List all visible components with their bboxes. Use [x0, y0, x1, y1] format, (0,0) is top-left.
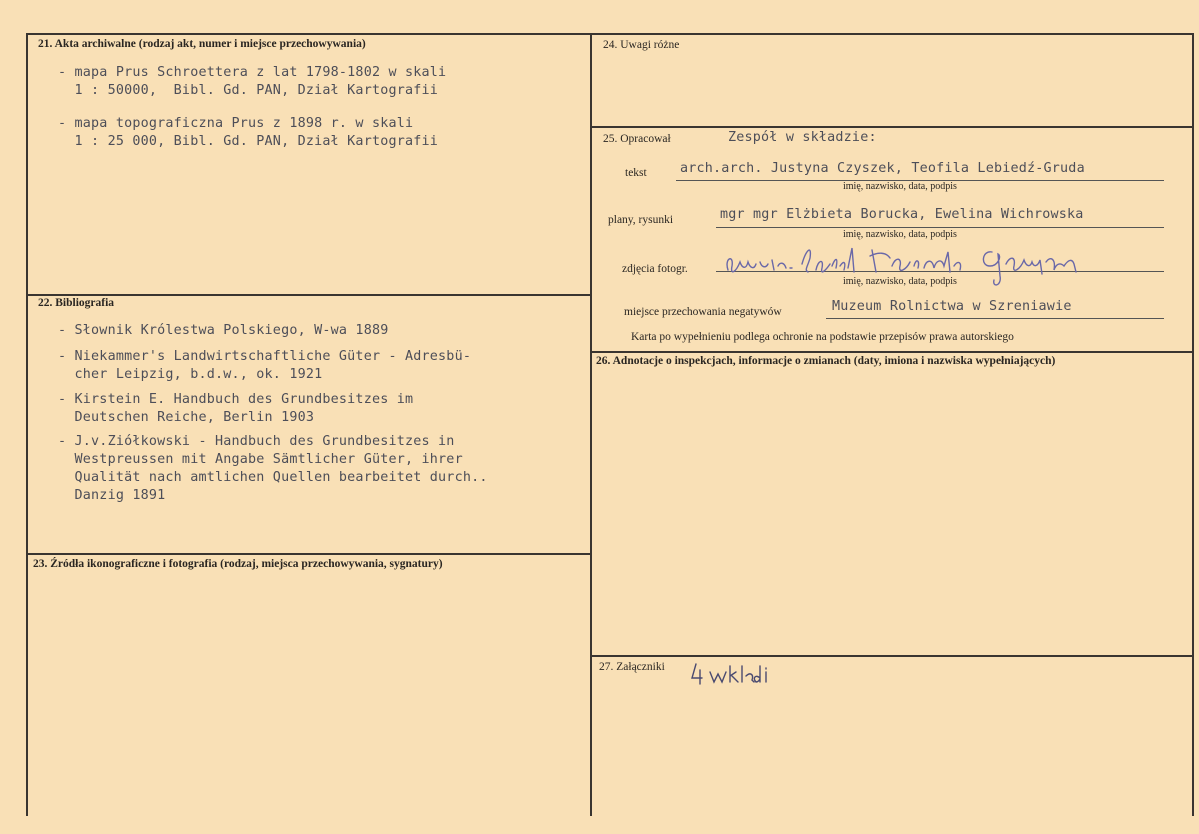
rule-after-25: [592, 351, 1192, 353]
section-23-label: 23. Źródła ikonograficzne i fotografia (rodzaj, miejsca przechowywania, sygnatury): [33, 558, 443, 570]
s25-team-value: Zespół w składzie:: [728, 130, 877, 145]
rule-after-26: [592, 655, 1192, 657]
s21-entry-2-line-2: 1 : 25 000, Bibl. Gd. PAN, Dział Kartografii: [58, 134, 439, 149]
section-21-label: 21. Akta archiwalne (rodzaj akt, numer i miejsce przechowywania): [38, 38, 366, 50]
s25-copyright-note: Karta po wypełnieniu podlega ochronie na podstawie przepisów prawa autorskiego: [631, 331, 1014, 343]
section-24-label: 24. Uwagi różne: [603, 39, 680, 51]
rule-after-22: [26, 553, 590, 555]
s25-plans-label: plany, rysunki: [608, 214, 674, 226]
s22-entry-2-line-1: - Niekammer's Landwirtschaftliche Güter - Adresbü-: [58, 349, 472, 364]
s25-plans-caption: imię, nazwisko, data, podpis: [843, 229, 957, 240]
s25-photo-caption: imię, nazwisko, data, podpis: [843, 276, 957, 287]
section-25-label: 25. Opracował: [603, 133, 671, 145]
s25-negatives-value: Muzeum Rolnictwa w Szreniawie: [832, 299, 1072, 314]
s22-entry-1: - Słownik Królestwa Polskiego, W-wa 1889: [58, 323, 389, 338]
left-edge-rule: [26, 33, 28, 816]
photographer-signatures: [720, 236, 1100, 296]
s25-negatives-label: miejsce przechowania negatywów: [624, 306, 782, 318]
section-27-label: 27. Załączniki: [599, 661, 665, 673]
s25-text-label: tekst: [625, 167, 647, 179]
s25-plans-line: [716, 227, 1164, 228]
s22-entry-4-line-2: Westpreussen mit Angabe Sämtlicher Güter, ihrer: [58, 452, 463, 467]
s21-entry-1-line-2: 1 : 50000, Bibl. Gd. PAN, Dział Kartografii: [58, 83, 439, 98]
section-22-label: 22. Bibliografia: [38, 297, 115, 309]
s25-text-value: arch.arch. Justyna Czyszek, Teofila Lebiedź-Gruda: [680, 161, 1085, 176]
section-26-label: 26. Adnotacje o inspekcjach, informacje o zmianach (daty, imiona i nazwiska wypełniających): [596, 355, 1056, 367]
center-divider: [590, 33, 592, 816]
s22-entry-4-line-1: - J.v.Ziółkowski - Handbuch des Grundbesitzes in: [58, 434, 455, 449]
s25-negatives-line: [826, 318, 1164, 319]
s22-entry-4-line-3: Qualität nach amtlichen Quellen bearbeitet durch..: [58, 470, 488, 485]
s22-entry-2-line-2: cher Leipzig, b.d.w., ok. 1921: [58, 367, 323, 382]
s25-text-caption: imię, nazwisko, data, podpis: [843, 181, 957, 192]
right-edge-rule: [1192, 33, 1194, 816]
s22-entry-3-line-2: Deutschen Reiche, Berlin 1903: [58, 410, 315, 425]
s21-entry-1-line-1: - mapa Prus Schroettera z lat 1798-1802 w skali: [58, 65, 447, 80]
s25-plans-value: mgr mgr Elżbieta Borucka, Ewelina Wichrowska: [720, 207, 1084, 222]
s21-entry-2-line-1: - mapa topograficzna Prus z 1898 r. w skali: [58, 116, 414, 131]
s22-entry-4-line-4: Danzig 1891: [58, 488, 166, 503]
attachments-handwriting: [688, 660, 788, 690]
rule-after-24: [592, 126, 1192, 128]
s25-photo-label: zdjęcia fotogr.: [622, 263, 688, 275]
rule-after-21: [26, 294, 590, 296]
top-rule: [26, 33, 1194, 35]
s22-entry-3-line-1: - Kirstein E. Handbuch des Grundbesitzes im: [58, 392, 414, 407]
